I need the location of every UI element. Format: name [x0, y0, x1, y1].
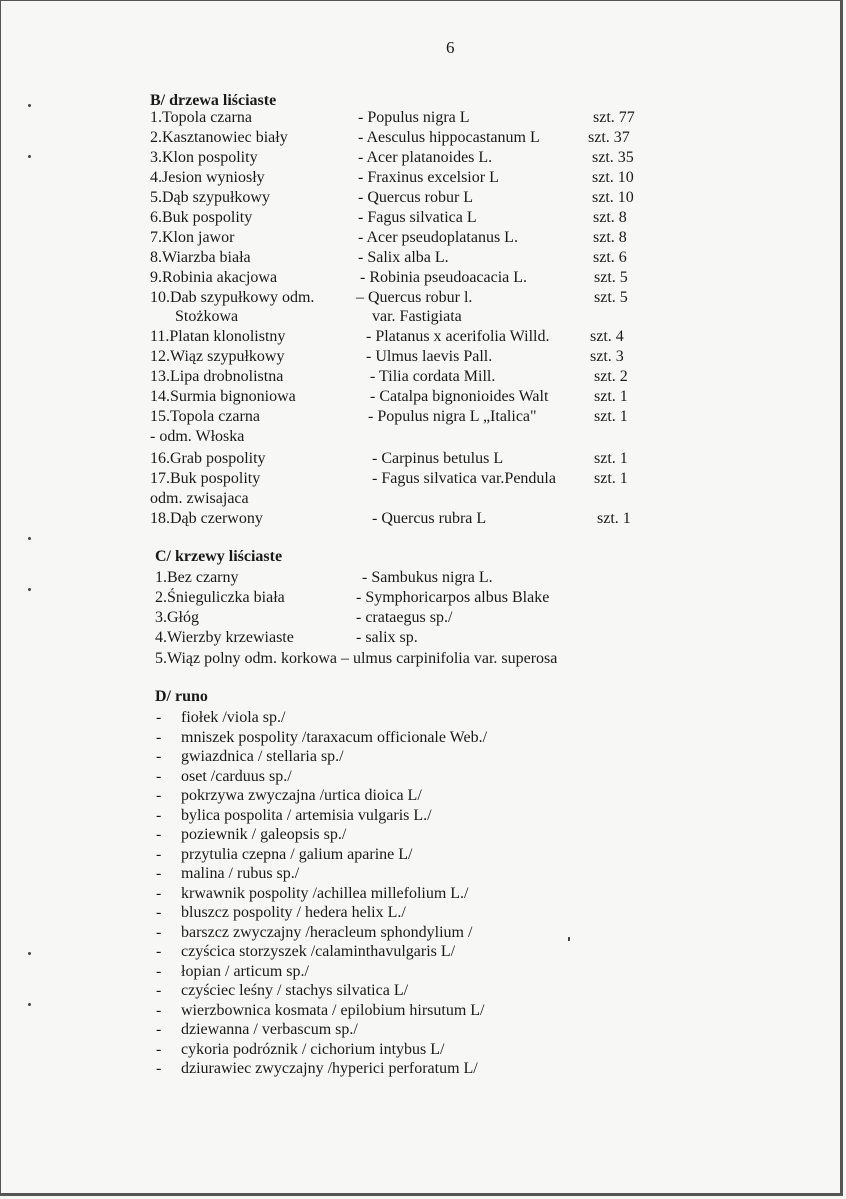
shrub-polish-name: 1.Bez czarny	[155, 569, 239, 586]
list-bullet: -	[156, 865, 162, 882]
shrub-latin-name: - crataegus sp./	[356, 609, 453, 626]
list-bullet: -	[156, 826, 162, 843]
scan-speck	[28, 155, 31, 158]
tree-latin-name: - Robinia pseudoacacia L.	[360, 269, 528, 286]
ground-plant-item: bluszcz pospolity / hedera helix L./	[181, 904, 406, 921]
list-bullet: -	[156, 787, 162, 804]
scan-speck	[28, 104, 31, 107]
tree-quantity: szt. 37	[588, 129, 630, 146]
tree-quantity: szt. 3	[590, 348, 624, 365]
tree-quantity: szt. 8	[593, 209, 627, 226]
list-bullet: -	[156, 1001, 162, 1019]
tree-latin-name: - Tilia cordata Mill.	[370, 368, 496, 385]
tree-polish-name: 12.Wiąz szypułkowy	[150, 348, 285, 365]
scan-speck	[28, 952, 31, 955]
tree-latin-name: - Fagus silvatica var.Pendula	[372, 470, 556, 487]
ground-plant-item: wierzbownica kosmata / epilobium hirsutum L/	[181, 1001, 485, 1019]
tree-polish-name: 18.Dąb czerwony	[150, 510, 263, 527]
scan-speck	[28, 588, 31, 591]
list-bullet: -	[156, 728, 162, 746]
list-bullet: -	[156, 904, 162, 921]
ground-plant-item: fiołek /viola sp./	[181, 709, 286, 726]
ground-plant-item: dziurawiec zwyczajny /hyperici perforatum L/	[181, 1060, 478, 1077]
tree-latin-name: - Catalpa bignonioides Walt	[370, 388, 549, 405]
tree-quantity: szt. 1	[594, 408, 628, 425]
tree-latin-name: - Salix alba L.	[358, 249, 449, 266]
section-c-last-row: 5.Wiąz polny odm. korkowa – ulmus carpinifolia var. superosa	[155, 650, 558, 667]
tree-latin-name: - Carpinus betulus L	[372, 450, 504, 467]
ground-plant-item: przytulia czepna / galium aparine L/	[181, 845, 413, 863]
ground-plant-item: oset /carduus sp./	[181, 767, 292, 785]
tree-quantity: szt. 5	[594, 289, 628, 306]
list-bullet: -	[156, 767, 162, 785]
tree-quantity: szt. 35	[592, 149, 634, 166]
list-bullet: -	[156, 982, 162, 999]
list-bullet: -	[156, 806, 162, 824]
ground-plant-item: łopian / articum sp./	[181, 962, 309, 980]
tree-latin-name: - Ulmus laevis Pall.	[366, 348, 493, 365]
tree-quantity: szt. 1	[597, 510, 631, 527]
page-number: 6	[446, 38, 455, 57]
shrub-latin-name: - Symphoricarpos albus Blake	[356, 589, 550, 606]
tree-quantity: szt. 4	[590, 328, 624, 345]
tree-quantity: szt. 1	[594, 450, 628, 467]
ground-plant-item: malina / rubus sp./	[181, 865, 300, 882]
ground-plant-item: krwawnik pospolity /achillea millefolium L./	[181, 884, 469, 902]
shrub-polish-name: 3.Głóg	[155, 609, 199, 626]
list-bullet: -	[156, 884, 162, 902]
tree-polish-name: 14.Surmia bignoniowa	[150, 388, 296, 405]
shrub-latin-name: - salix sp.	[356, 629, 418, 646]
section-d-heading: D/ runo	[155, 688, 208, 705]
tree-latin-name: - Populus nigra L „Italica"	[368, 408, 537, 425]
tree-polish-name: 6.Buk pospolity	[150, 209, 253, 226]
tree-quantity: szt. 10	[592, 189, 634, 206]
tree-latin-name: - Acer pseudoplatanus L.	[358, 229, 518, 246]
tree-polish-name: 11.Platan klonolistny	[150, 328, 286, 345]
list-bullet: -	[156, 1060, 162, 1077]
list-bullet: -	[156, 923, 162, 941]
tree-quantity: szt. 5	[594, 269, 628, 286]
ground-plant-item: czyściec leśny / stachys silvatica L/	[181, 982, 409, 999]
tree-polish-name: 9.Robinia akacjowa	[150, 269, 278, 286]
tree-polish-name: 3.Klon pospolity	[150, 149, 258, 166]
list-bullet: -	[156, 709, 162, 726]
list-bullet: -	[156, 1040, 162, 1058]
ground-plant-item: poziewnik / galeopsis sp./	[181, 826, 347, 843]
tree-latin-name: - Fagus silvatica L	[358, 209, 477, 226]
list-bullet: -	[156, 748, 162, 765]
tree-quantity: szt. 77	[593, 109, 635, 126]
tree-polish-name: 8.Wiarzba biała	[150, 249, 251, 266]
tree-polish-name: 1.Topola czarna	[150, 109, 252, 126]
tree-polish-name: 5.Dąb szypułkowy	[150, 189, 270, 206]
tree-polish-name: 16.Grab pospolity	[150, 450, 266, 467]
tree-polish-name: 2.Kasztanowiec biały	[150, 129, 288, 146]
section-c-heading: C/ krzewy liściaste	[155, 548, 283, 565]
ground-plant-item: mniszek pospolity /taraxacum officionale Web./	[181, 728, 488, 746]
scan-speck	[568, 937, 570, 941]
scan-speck	[28, 537, 31, 540]
tree-latin-name: - Acer platanoides L.	[358, 149, 493, 166]
tree-polish-name: 7.Klon jawor	[150, 229, 235, 246]
tree-latin-name: - Populus nigra L	[358, 109, 470, 126]
ground-plant-item: dziewanna / verbascum sp./	[181, 1021, 358, 1038]
tree-quantity: szt. 1	[594, 470, 628, 487]
tree-polish-name: Stożkowa	[175, 308, 239, 325]
ground-plant-item: czyścica storzyszek /calaminthavulgaris L/	[181, 943, 456, 960]
shrub-polish-name: 4.Wierzby krzewiaste	[155, 629, 294, 646]
ground-plant-item: bylica pospolita / artemisia vulgaris L./	[181, 806, 432, 824]
tree-latin-name: - Aesculus hippocastanum L	[358, 129, 540, 146]
tree-polish-name: 13.Lipa drobnolistna	[150, 368, 284, 385]
tree-latin-name: - Quercus rubra L	[372, 510, 487, 527]
list-bullet: -	[156, 1021, 162, 1038]
ground-plant-item: barszcz zwyczajny /heracleum sphondylium /	[181, 923, 473, 941]
tree-quantity: szt. 1	[594, 388, 628, 405]
tree-latin-name: – Quercus robur l.	[356, 289, 473, 306]
tree-quantity: szt. 8	[593, 229, 627, 246]
tree-quantity: szt. 6	[593, 249, 627, 266]
ground-plant-item: pokrzywa zwyczajna /urtica dioica L/	[181, 787, 422, 804]
list-bullet: -	[156, 962, 162, 980]
scan-speck	[28, 1003, 31, 1006]
list-bullet: -	[156, 943, 162, 960]
tree-polish-name: - odm. Włoska	[150, 428, 245, 445]
shrub-polish-name: 2.Śnieguliczka biała	[155, 589, 285, 606]
list-bullet: -	[156, 845, 162, 863]
section-b-heading: B/ drzewa liściaste	[150, 92, 277, 109]
ground-plant-item: cykoria podróznik / cichorium intybus L/	[181, 1040, 445, 1058]
tree-latin-name: - Platanus x acerifolia Willd.	[366, 328, 550, 345]
shrub-latin-name: - Sambukus nigra L.	[362, 569, 493, 586]
tree-polish-name: 4.Jesion wyniosły	[150, 169, 265, 186]
tree-quantity: szt. 2	[594, 368, 628, 385]
tree-polish-name: odm. zwisajaca	[150, 490, 249, 507]
tree-latin-name: - Quercus robur L	[358, 189, 474, 206]
tree-polish-name: 17.Buk pospolity	[150, 470, 261, 487]
tree-latin-name: - Fraxinus excelsior L	[358, 169, 499, 186]
tree-polish-name: 10.Dab szypułkowy odm.	[150, 289, 315, 306]
tree-quantity: szt. 10	[592, 169, 634, 186]
ground-plant-item: gwiazdnica / stellaria sp./	[181, 748, 344, 765]
tree-polish-name: 15.Topola czarna	[150, 408, 260, 425]
tree-latin-name: var. Fastigiata	[372, 308, 462, 325]
